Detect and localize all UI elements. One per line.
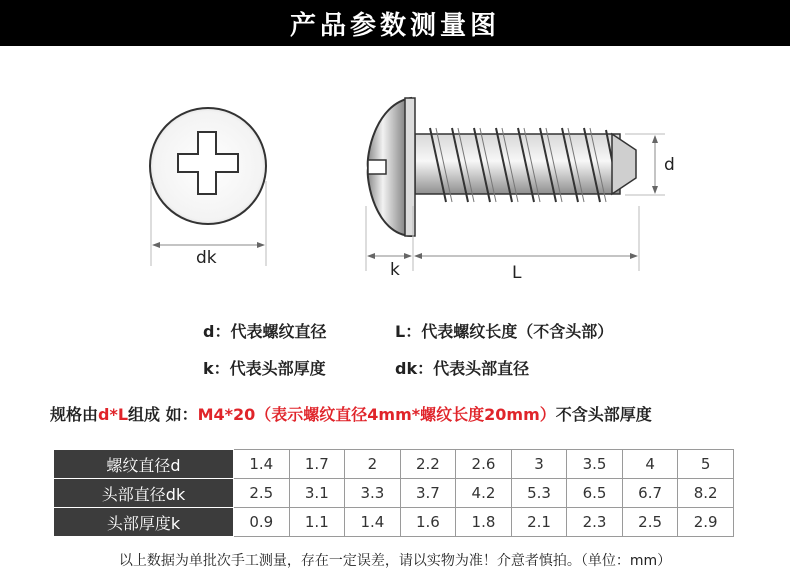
- row-header: 螺纹直径d: [54, 450, 234, 479]
- table-cell: 2.9: [678, 508, 734, 537]
- table-cell: 2: [345, 450, 401, 479]
- table-cell: 3.7: [400, 479, 456, 508]
- top-view: [150, 108, 266, 266]
- table-cell: 1.8: [456, 508, 512, 537]
- table-row: [54, 508, 734, 537]
- table-cell: 5.3: [511, 479, 567, 508]
- table-cell: 1.6: [400, 508, 456, 537]
- table-cell: 2.3: [567, 508, 623, 537]
- table-cell: 1.1: [289, 508, 345, 537]
- table-cell: 1.7: [289, 450, 345, 479]
- table-cell: 0.9: [234, 508, 290, 537]
- table-cell: 3: [511, 450, 567, 479]
- k-dimension-label: k: [390, 260, 400, 280]
- table-cell: 2.5: [234, 479, 290, 508]
- disclaimer-footer: 以上数据为单批次手工测量，存在一定误差，请以实物为准！介意者慎拍。（单位：mm）: [118, 553, 672, 569]
- table-cell: 1.4: [345, 508, 401, 537]
- parameter-table: [53, 449, 734, 537]
- table-row: [54, 479, 734, 508]
- table-cell: 1.4: [234, 450, 290, 479]
- legend-k: k：代表头部厚度: [203, 359, 326, 378]
- table-cell: 8.2: [678, 479, 734, 508]
- row-header: 头部直径dk: [54, 479, 234, 508]
- d-dimension-label: d: [664, 155, 675, 175]
- table-cell: 2.2: [400, 450, 456, 479]
- spec-middle: 组成 如：: [128, 405, 198, 424]
- spec-line: [50, 402, 652, 425]
- table-cell: 6.7: [622, 479, 678, 508]
- table-cell: 4: [622, 450, 678, 479]
- page-title: 产品参数测量图: [289, 10, 500, 41]
- spec-prefix: 规格由: [50, 405, 99, 424]
- dk-dimension-label: dk: [196, 248, 217, 268]
- spec-example: M4*20（表示螺纹直径4mm*螺纹长度20mm）: [197, 405, 556, 424]
- legend-dk: dk：代表头部直径: [395, 359, 530, 378]
- legend-L: L：代表螺纹长度（不含头部）: [395, 322, 614, 341]
- table-cell: 2.1: [511, 508, 567, 537]
- legend-d: d：代表螺纹直径: [203, 322, 327, 341]
- table-cell: 2.6: [456, 450, 512, 479]
- spec-suffix: 不含头部厚度: [555, 405, 652, 424]
- table-row: [54, 450, 734, 479]
- L-dimension-label: L: [512, 263, 522, 283]
- table-cell: 3.1: [289, 479, 345, 508]
- row-header: 头部厚度k: [54, 508, 234, 537]
- table-cell: 2.5: [622, 508, 678, 537]
- table-cell: 3.3: [345, 479, 401, 508]
- title-bar: [0, 0, 790, 46]
- table-cell: 4.2: [456, 479, 512, 508]
- table-cell: 5: [678, 450, 734, 479]
- side-view: [366, 98, 665, 271]
- spec-formula: d*L: [98, 405, 129, 424]
- table-cell: 3.5: [567, 450, 623, 479]
- table-cell: 6.5: [567, 479, 623, 508]
